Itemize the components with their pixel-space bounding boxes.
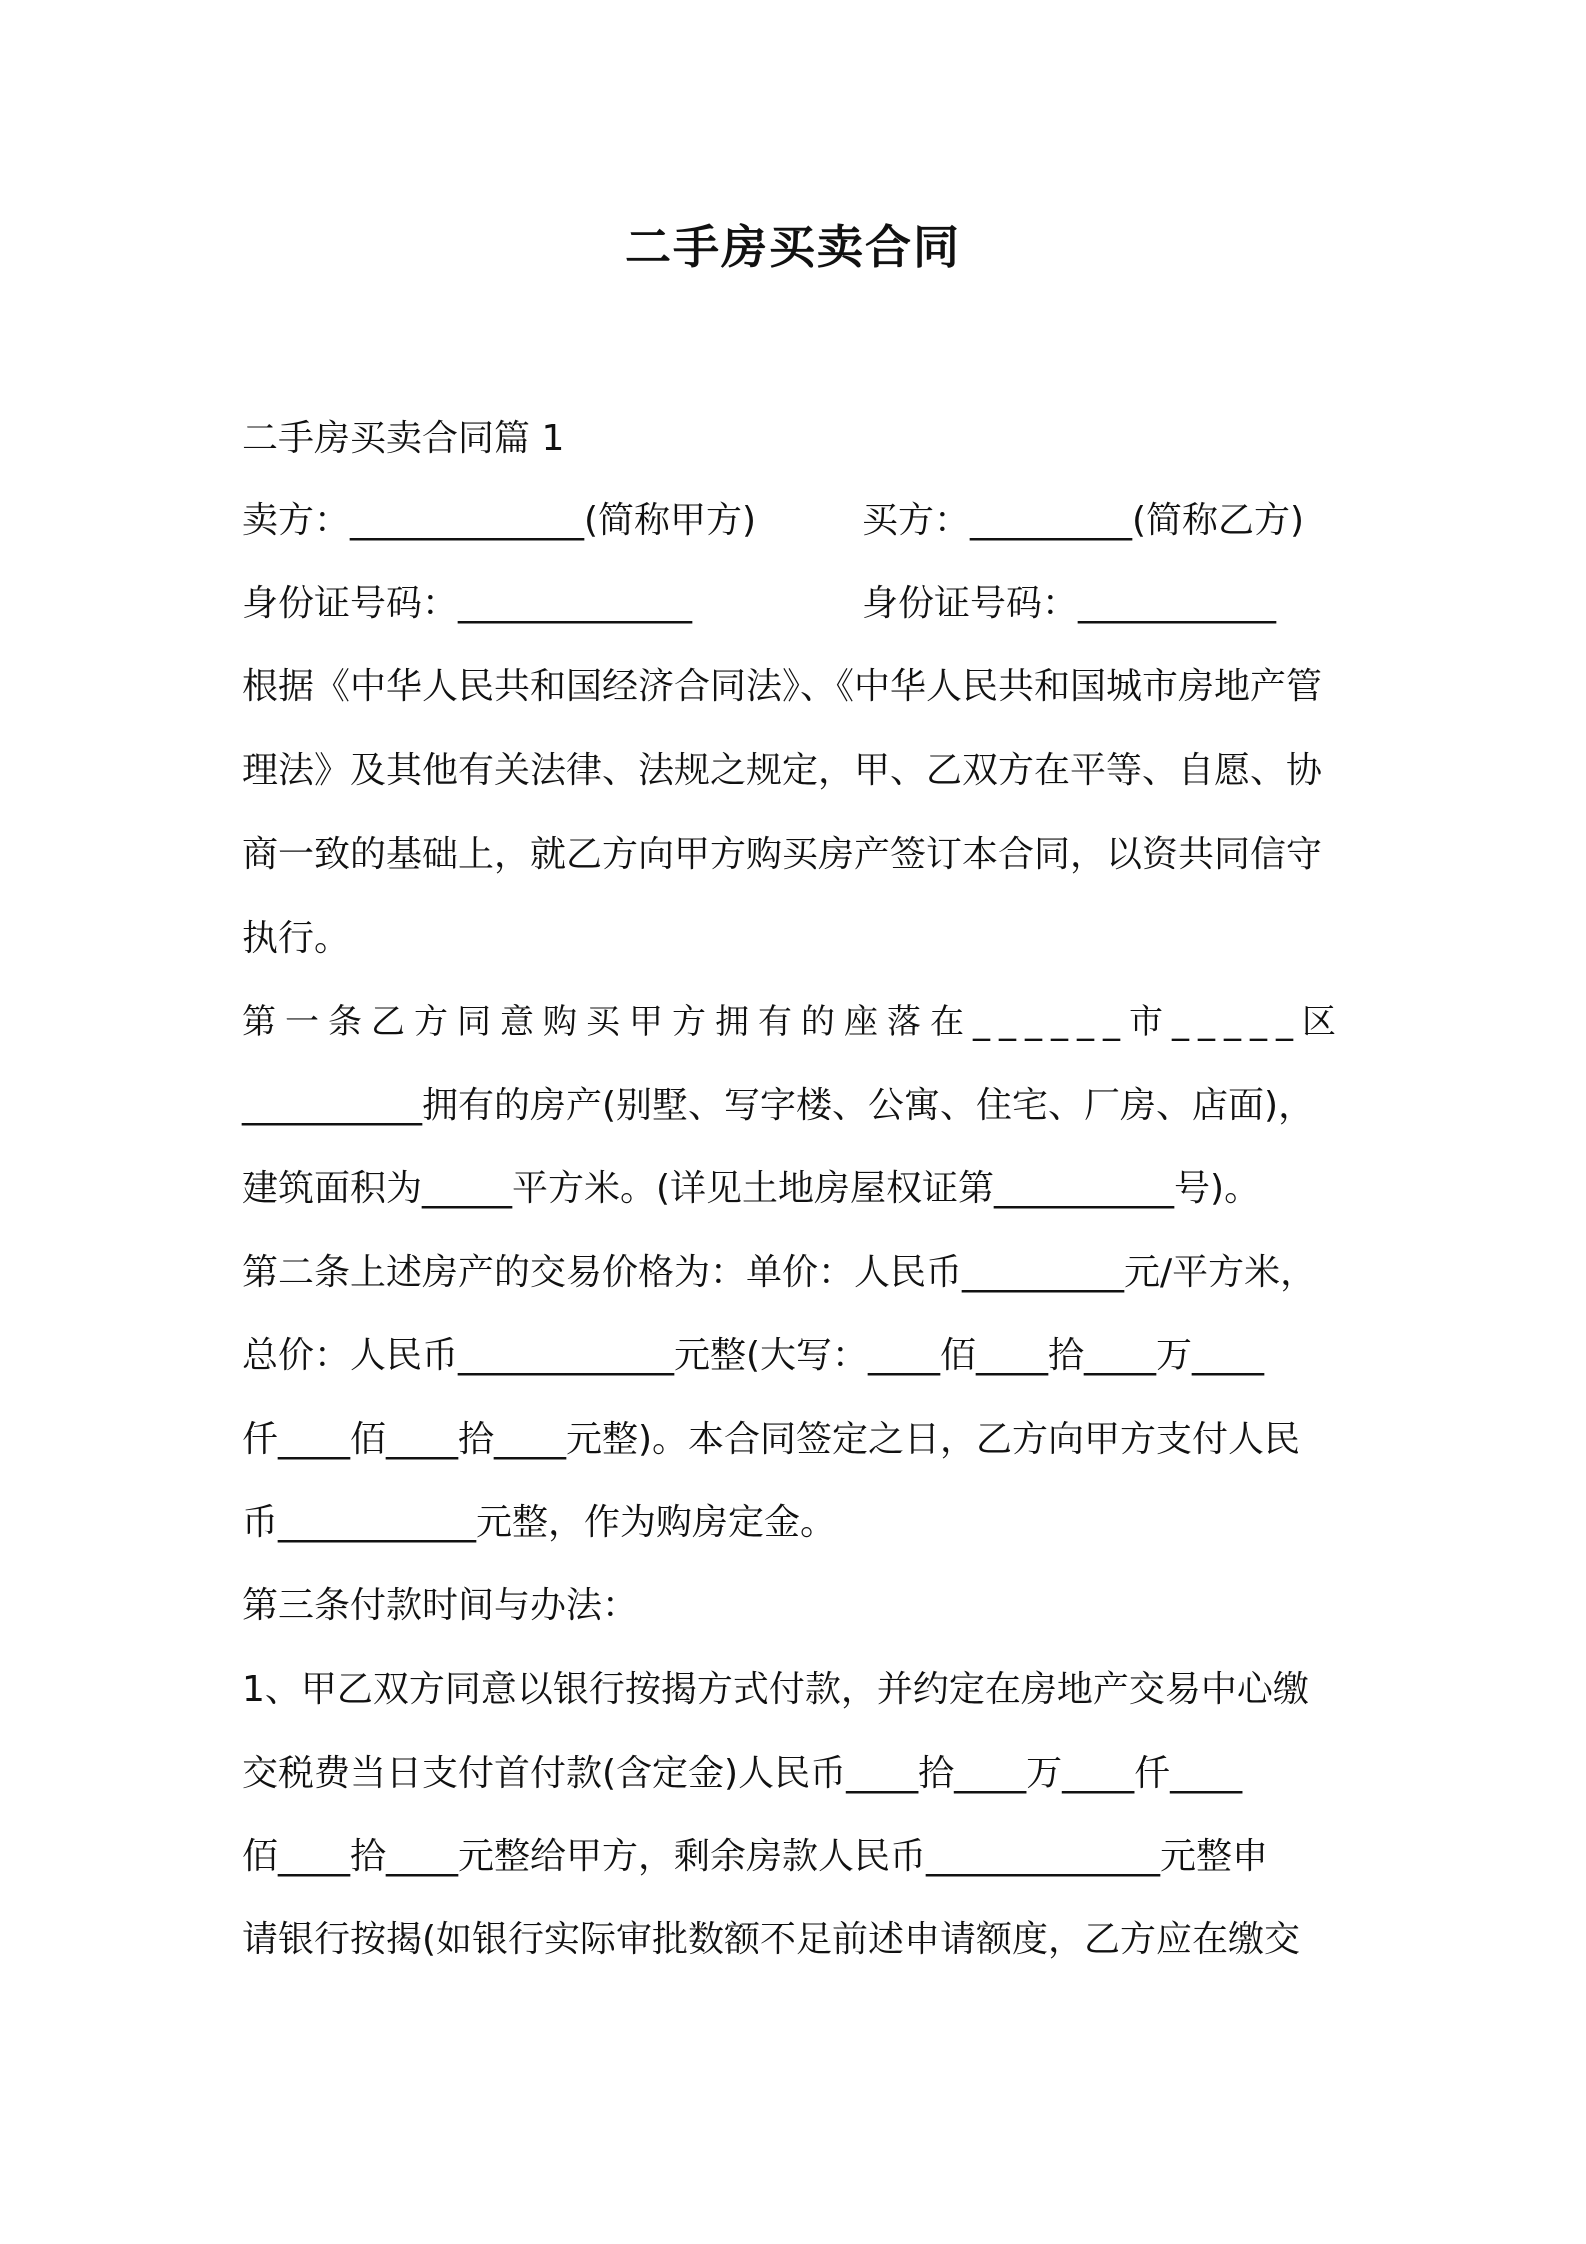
article-3-line: 1、甲乙双方同意以银行按揭方式付款，并约定在房地产交易中心缴	[242, 1669, 1309, 1710]
article-1-line: 第一条乙方同意购买甲方拥有的座落在______市_____区	[242, 1002, 1345, 1042]
seller-id-field: 身份证号码：_____________	[242, 583, 693, 624]
paragraph-line: 执行。	[242, 918, 351, 959]
article-2-line: 总价：人民币____________元整(大写：____佰____拾____万____	[242, 1335, 1265, 1376]
seller-field: 卖方：_____________(简称甲方)	[242, 500, 757, 541]
article-3-line: 请银行按揭(如银行实际审批数额不足前述申请额度，乙方应在缴交	[242, 1919, 1301, 1960]
contract-subtitle: 二手房买卖合同篇 1	[242, 418, 565, 459]
buyer-field: 买方：_________(简称乙方)	[862, 500, 1305, 541]
article-3-line: 佰____拾____元整给甲方，剩余房款人民币_____________元整申	[242, 1836, 1269, 1877]
buyer-id-field: 身份证号码：___________	[862, 583, 1277, 624]
article-2-line: 第二条上述房产的交易价格为：单价：人民币_________元/平方米，	[242, 1252, 1317, 1293]
article-1-line: 建筑面积为_____平方米。(详见土地房屋权证第__________号)。	[242, 1168, 1261, 1209]
article-2-line: 币___________元整，作为购房定金。	[242, 1502, 837, 1543]
article-1-line: __________拥有的房产(别墅、写字楼、公寓、住宅、厂房、店面)，	[242, 1085, 1315, 1126]
paragraph-line: 理法》及其他有关法律、法规之规定，甲、乙双方在平等、自愿、协	[242, 750, 1323, 791]
article-3-heading: 第三条付款时间与办法：	[242, 1585, 639, 1626]
paragraph-line: 商一致的基础上，就乙方向甲方购买房产签订本合同，以资共同信守	[242, 834, 1323, 875]
document-title: 二手房买卖合同	[625, 220, 961, 274]
article-3-line: 交税费当日支付首付款(含定金)人民币____拾____万____仟____	[242, 1753, 1243, 1794]
article-2-line: 仟____佰____拾____元整)。本合同签定之日，乙方向甲方支付人民	[242, 1419, 1301, 1460]
paragraph-line: 根据《中华人民共和国经济合同法》、《中华人民共和国城市房地产管	[242, 666, 1323, 707]
